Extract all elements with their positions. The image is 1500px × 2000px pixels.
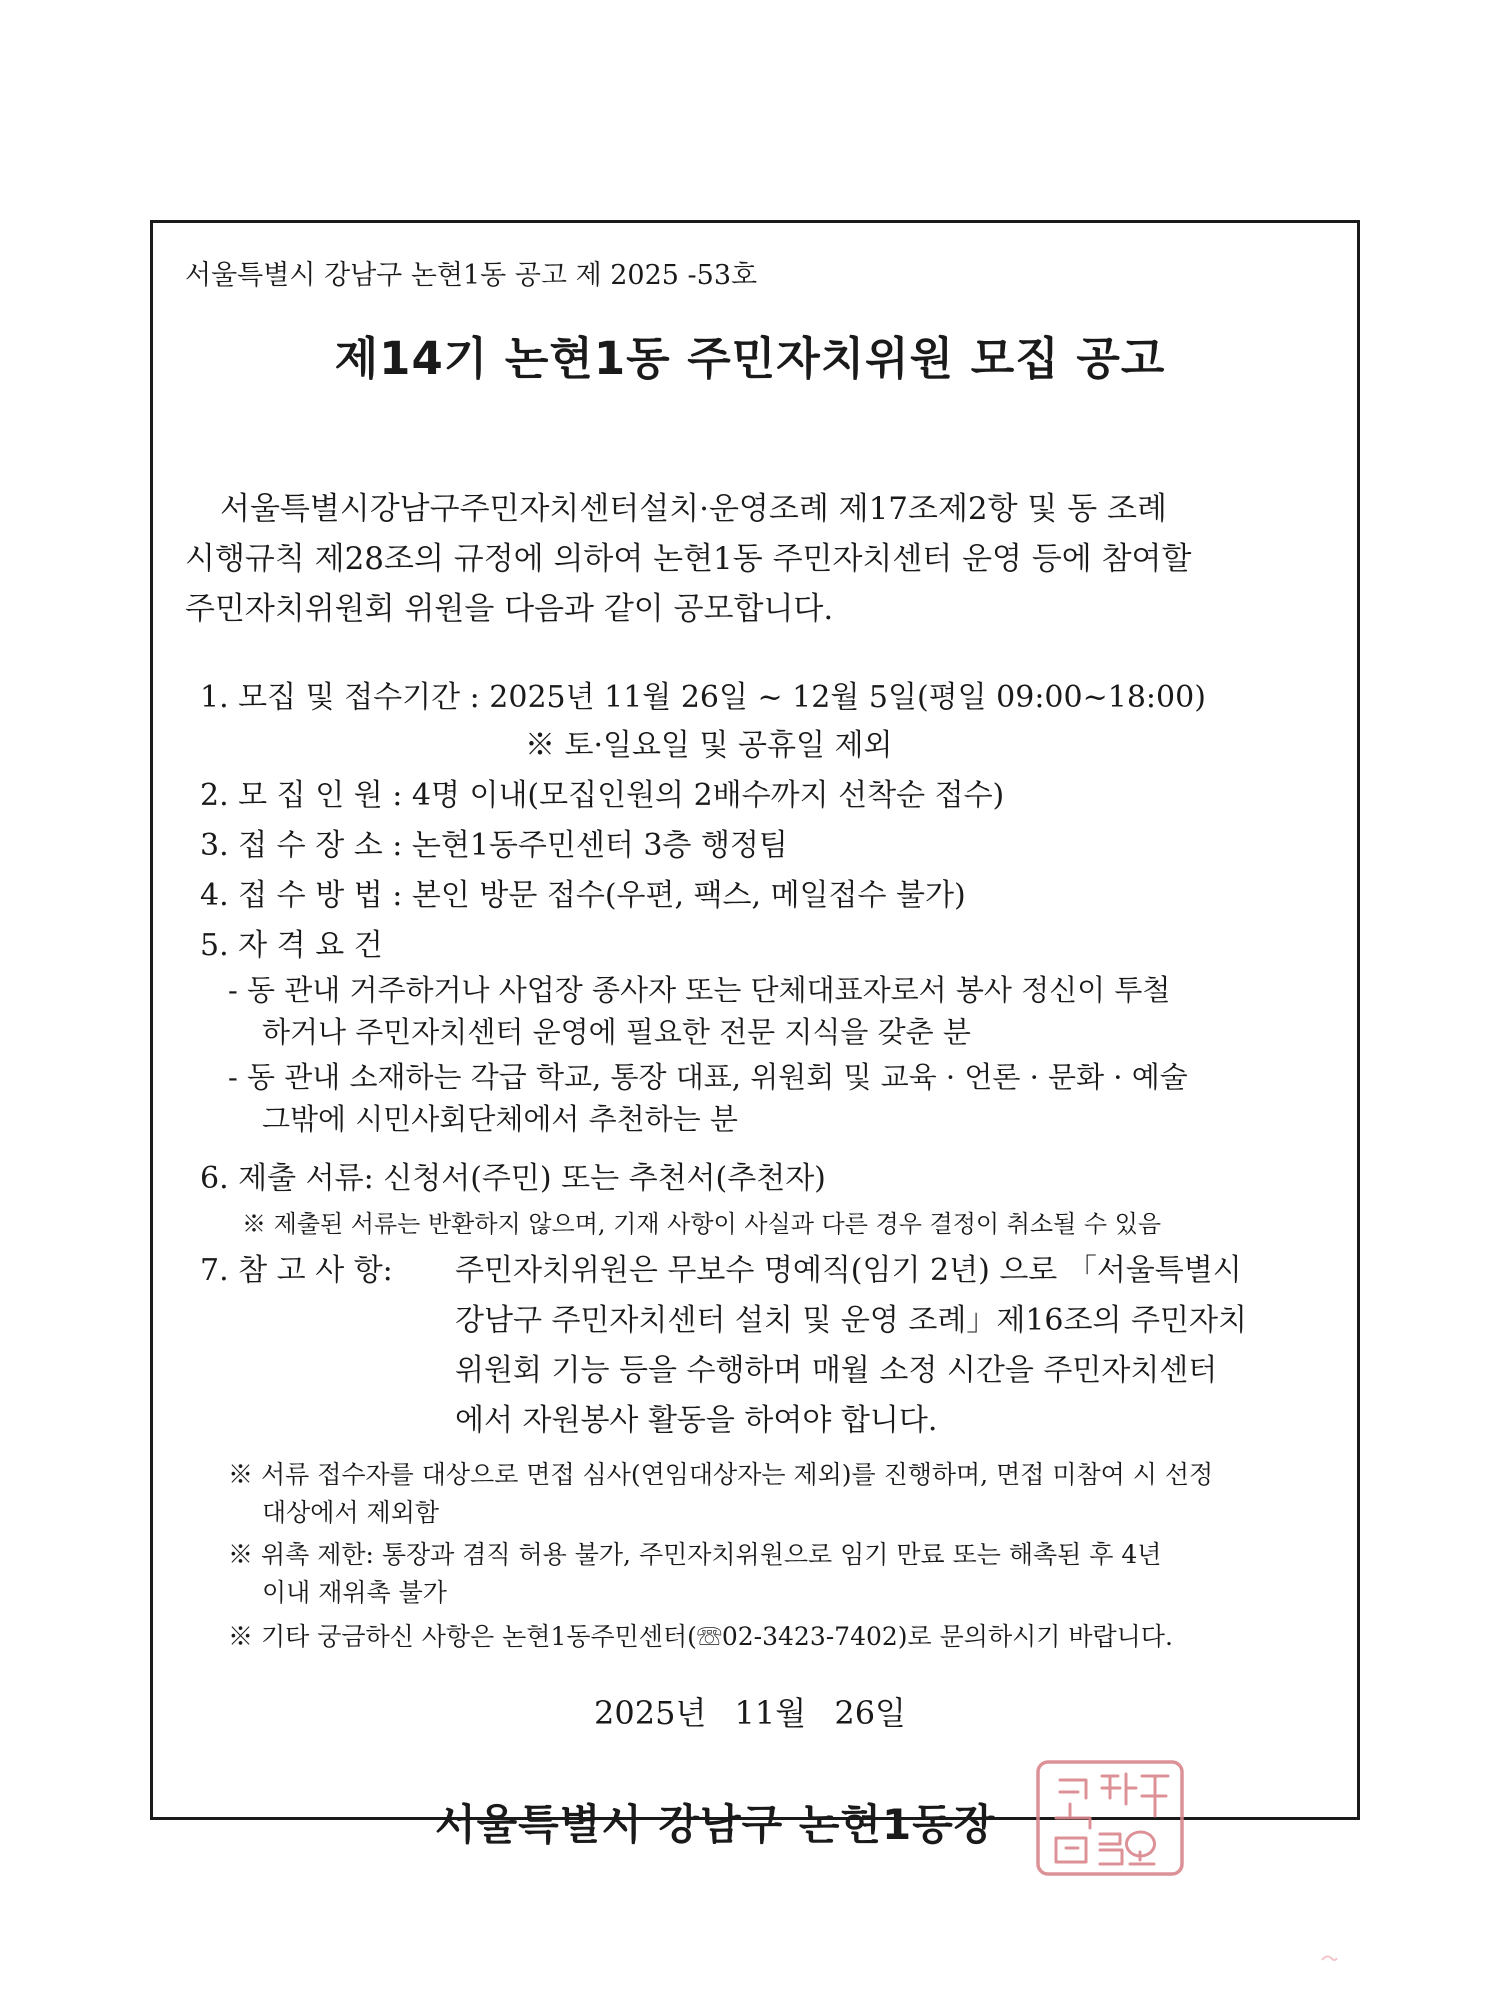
smudge-mark bbox=[1320, 1952, 1338, 1966]
intro-line-2: 시행규칙 제28조의 규정에 의하여 논현1동 주민자치센터 운영 등에 참여할 bbox=[185, 541, 1192, 577]
qualification-1-line-1: - 동 관내 거주하거나 사업장 종사자 또는 단체대표자로서 봉사 정신이 투철 bbox=[228, 973, 1171, 1007]
item-place: 3. 접 수 장 소 : 논현1동주민센터 3층 행정팀 bbox=[200, 828, 788, 863]
qualification-1-line-2: 하거나 주민자치센터 운영에 필요한 전문 지식을 갖춘 분 bbox=[262, 1015, 971, 1049]
note-contact: ※ 기타 궁금하신 사항은 논현1동주민센터(☏02-3423-7402)로 문의하시기 바랍니다. bbox=[228, 1622, 1173, 1651]
qualification-2-line-1: - 동 관내 소재하는 각급 학교, 통장 대표, 위원회 및 교육 · 언론 · 문화 · 예술 bbox=[228, 1060, 1188, 1094]
note-interview-line-2: 대상에서 제외함 bbox=[262, 1498, 439, 1527]
item-count: 2. 모 집 인 원 : 4명 이내(모집인원의 2배수까지 선착순 접수) bbox=[200, 778, 1005, 813]
note-interview-line-1: ※ 서류 접수자를 대상으로 면접 심사(연임대상자는 제외)를 진행하며, 면접 미참여 시 선정 bbox=[228, 1460, 1214, 1489]
official-seal-icon bbox=[1030, 1752, 1190, 1882]
reference-line-1: 주민자치위원은 무보수 명예직(임기 2년) 으로 「서울특별시 bbox=[455, 1253, 1242, 1288]
reference-line-2: 강남구 주민자치센터 설치 및 운영 조례」제16조의 주민자치 bbox=[455, 1303, 1247, 1338]
item-qualification: 5. 자 격 요 건 bbox=[200, 928, 383, 963]
item-reference-label: 7. 참 고 사 항: bbox=[200, 1253, 393, 1288]
notice-number: 서울특별시 강남구 논현1동 공고 제 2025 -53호 bbox=[185, 260, 758, 291]
item-documents: 6. 제출 서류: 신청서(주민) 또는 추천서(추천자) bbox=[200, 1161, 826, 1196]
issuer-name: 서울특별시 강남구 논현1동장 bbox=[435, 1800, 996, 1849]
reference-line-3: 위원회 기능 등을 수행하며 매월 소정 시간을 주민자치센터 bbox=[455, 1353, 1218, 1388]
documents-note: ※ 제출된 서류는 반환하지 않으며, 기재 사항이 사실과 다른 경우 결정이 취소될 수 있음 bbox=[242, 1210, 1162, 1238]
item-method: 4. 접 수 방 법 : 본인 방문 접수(우편, 팩스, 메일접수 불가) bbox=[200, 878, 966, 913]
note-restriction-line-1: ※ 위촉 제한: 통장과 겸직 허용 불가, 주민자치위원으로 임기 만료 또는 해촉된 후 4년 bbox=[228, 1540, 1162, 1569]
intro-line-1: 서울특별시강남구주민자치센터설치·운영조례 제17조제2항 및 동 조례 bbox=[220, 491, 1167, 527]
intro-line-3: 주민자치위원회 위원을 다음과 같이 공모합니다. bbox=[185, 591, 834, 627]
item-period-note: ※ 토·일요일 및 공휴일 제외 bbox=[525, 728, 893, 763]
qualification-2-line-2: 그밖에 시민사회단체에서 추천하는 분 bbox=[262, 1102, 738, 1136]
notice-date: 2025년 11월 26일 bbox=[594, 1694, 906, 1732]
notice-title: 제14기 논현1동 주민자치위원 모집 공고 bbox=[334, 332, 1166, 385]
reference-line-4: 에서 자원봉사 활동을 하여야 합니다. bbox=[455, 1403, 938, 1438]
note-restriction-line-2: 이내 재위촉 불가 bbox=[262, 1578, 447, 1607]
item-period: 1. 모집 및 접수기간 : 2025년 11월 26일 ~ 12월 5일(평일 09:00~18:00) bbox=[200, 680, 1206, 715]
